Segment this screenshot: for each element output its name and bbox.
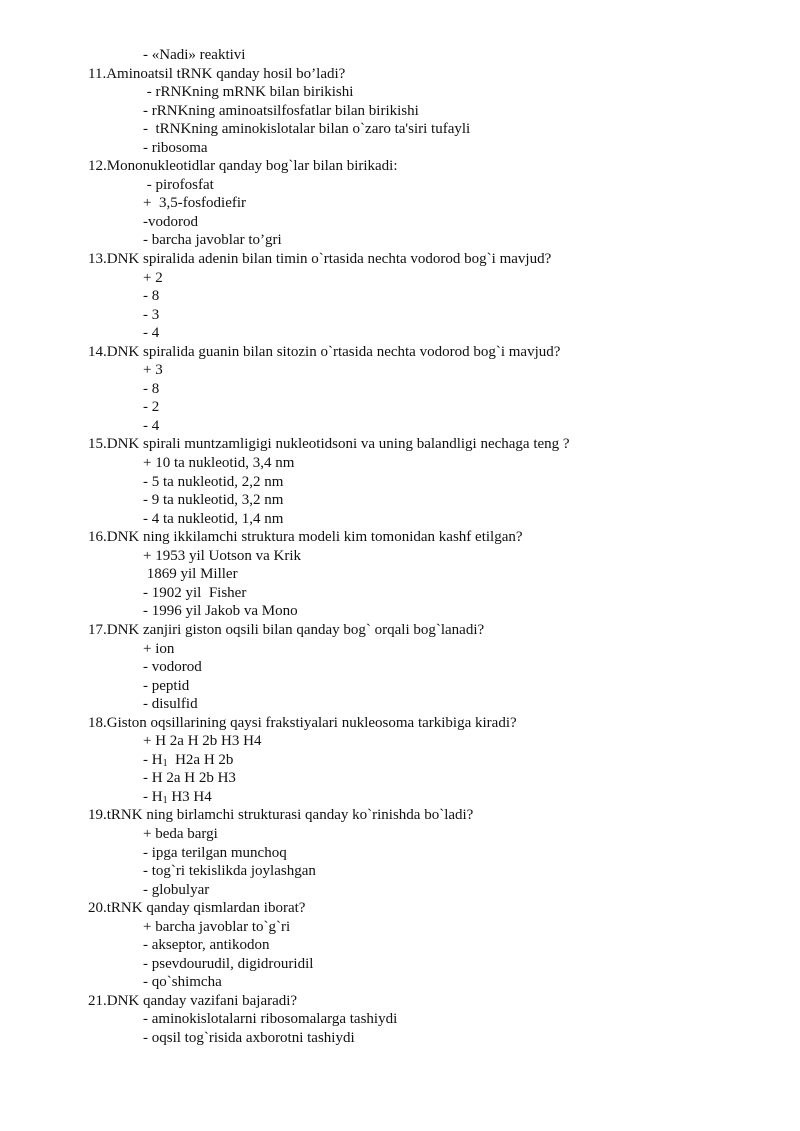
question-text: 21.DNK qanday vazifani bajaradi? [88,992,298,1009]
answer-option: - qo`shimcha [143,974,222,991]
answer-option: + ion [143,640,175,657]
question-text: 14.DNK spiralida guanin bilan sitozin o`rtasida nechta vodorod bog`i mavjud? [88,343,561,360]
answer-option: - 9 ta nukleotid, 3,2 nm [143,492,284,509]
answer-option: - 3 [143,306,160,323]
answer-option: - 2 [143,399,160,416]
option-text-part: H3 H4 [167,788,212,805]
question-text: 20.tRNK qanday qismlardan iborat? [88,900,306,917]
answer-option: - 4 ta nukleotid, 1,4 nm [143,510,284,527]
answer-option: - psevdourudil, digidrouridil [143,955,314,972]
answer-option [0,788,800,807]
question-text: 19.tRNK ning birlamchi strukturasi qanday ko`rinishda bo`ladi? [88,807,474,824]
question-text: 16.DNK ning ikkilamchi struktura modeli kim tomonidan kashf etilgan? [88,529,523,546]
answer-option: - 8 [143,380,160,397]
answer-option: - H 2a H 2b H3 [143,770,236,787]
answer-option: - 1902 yil Fisher [143,584,247,601]
answer-option: - 1996 yil Jakob va Mono [143,603,298,620]
answer-option: - disulfid [143,696,198,713]
question-text: 11.Aminoatsil tRNK qanday hosil bo’ladi? [88,65,346,82]
answer-option [0,751,800,770]
answer-option: - pirofosfat [143,176,214,193]
subscript: 1 [162,794,168,806]
answer-option: - rRNKning mRNK bilan birikishi [143,84,354,101]
question-text: 15.DNK spirali muntzamligigi nukleotidsoni va uning balandligi nechaga teng ? [88,436,570,453]
answer-option: - peptid [143,677,190,694]
answer-option: - aminokislotalarni ribosomalarga tashiydi [143,1011,398,1028]
answer-option: + H 2a H 2b H3 H4 [143,733,262,750]
option-text-part: H2a H 2b [167,751,234,768]
answer-option: - vodorod [143,659,202,676]
answer-option: - tog`ri tekislikda joylashgan [143,863,316,880]
answer-option: + 1953 yil Uotson va Krik [143,547,302,564]
question-text: 17.DNK zanjiri giston oqsili bilan qanday bog` orqali bog`lanadi? [88,621,485,638]
question-text: 13.DNK spiralida adenin bilan timin o`rtasida nechta vodorod bog`i mavjud? [88,251,552,268]
answer-option: + beda bargi [143,825,218,842]
answer-option: + barcha javoblar to`g`ri [143,918,291,935]
answer-option: - ipga terilgan munchoq [143,844,287,861]
answer-option: - 5 ta nukleotid, 2,2 nm [143,473,284,490]
question-text: 18.Giston oqsillarining qaysi frakstiyalari nukleosoma tarkibiga kiradi? [88,714,517,731]
answer-option: - 8 [143,288,160,305]
answer-option: - 4 [143,417,160,434]
answer-option: - oqsil tog`risida axborotni tashiydi [143,1029,355,1046]
answer-option: - akseptor, antikodon [143,937,270,954]
document-page [0,46,800,1048]
answer-option: + 2 [143,269,163,286]
answer-option: + 3 [143,362,163,379]
answer-option: - «Nadi» reaktivi [143,47,246,63]
answer-option: - globulyar [143,881,210,898]
answer-option: - ribosoma [143,139,208,156]
answer-option: + 10 ta nukleotid, 3,4 nm [143,455,295,472]
answer-option: -vodorod [143,213,198,230]
question-text: 12.Mononukleotidlar qanday bog`lar bilan birikadi: [88,158,398,175]
answer-option: + 3,5-fosfodiefir [143,195,247,212]
answer-option: - barcha javoblar to’gri [143,232,282,249]
answer-option: - tRNKning aminokislotalar bilan o`zaro ta'siri tufayli [143,121,471,138]
answer-option: - 4 [143,325,160,342]
answer-option: - rRNKning aminoatsilfosfatlar bilan birikishi [143,102,419,119]
option-text-part: - H [143,788,163,805]
option-text-part: - H [143,751,163,768]
subscript: 1 [162,757,168,769]
answer-option: 1869 yil Miller [143,566,238,583]
